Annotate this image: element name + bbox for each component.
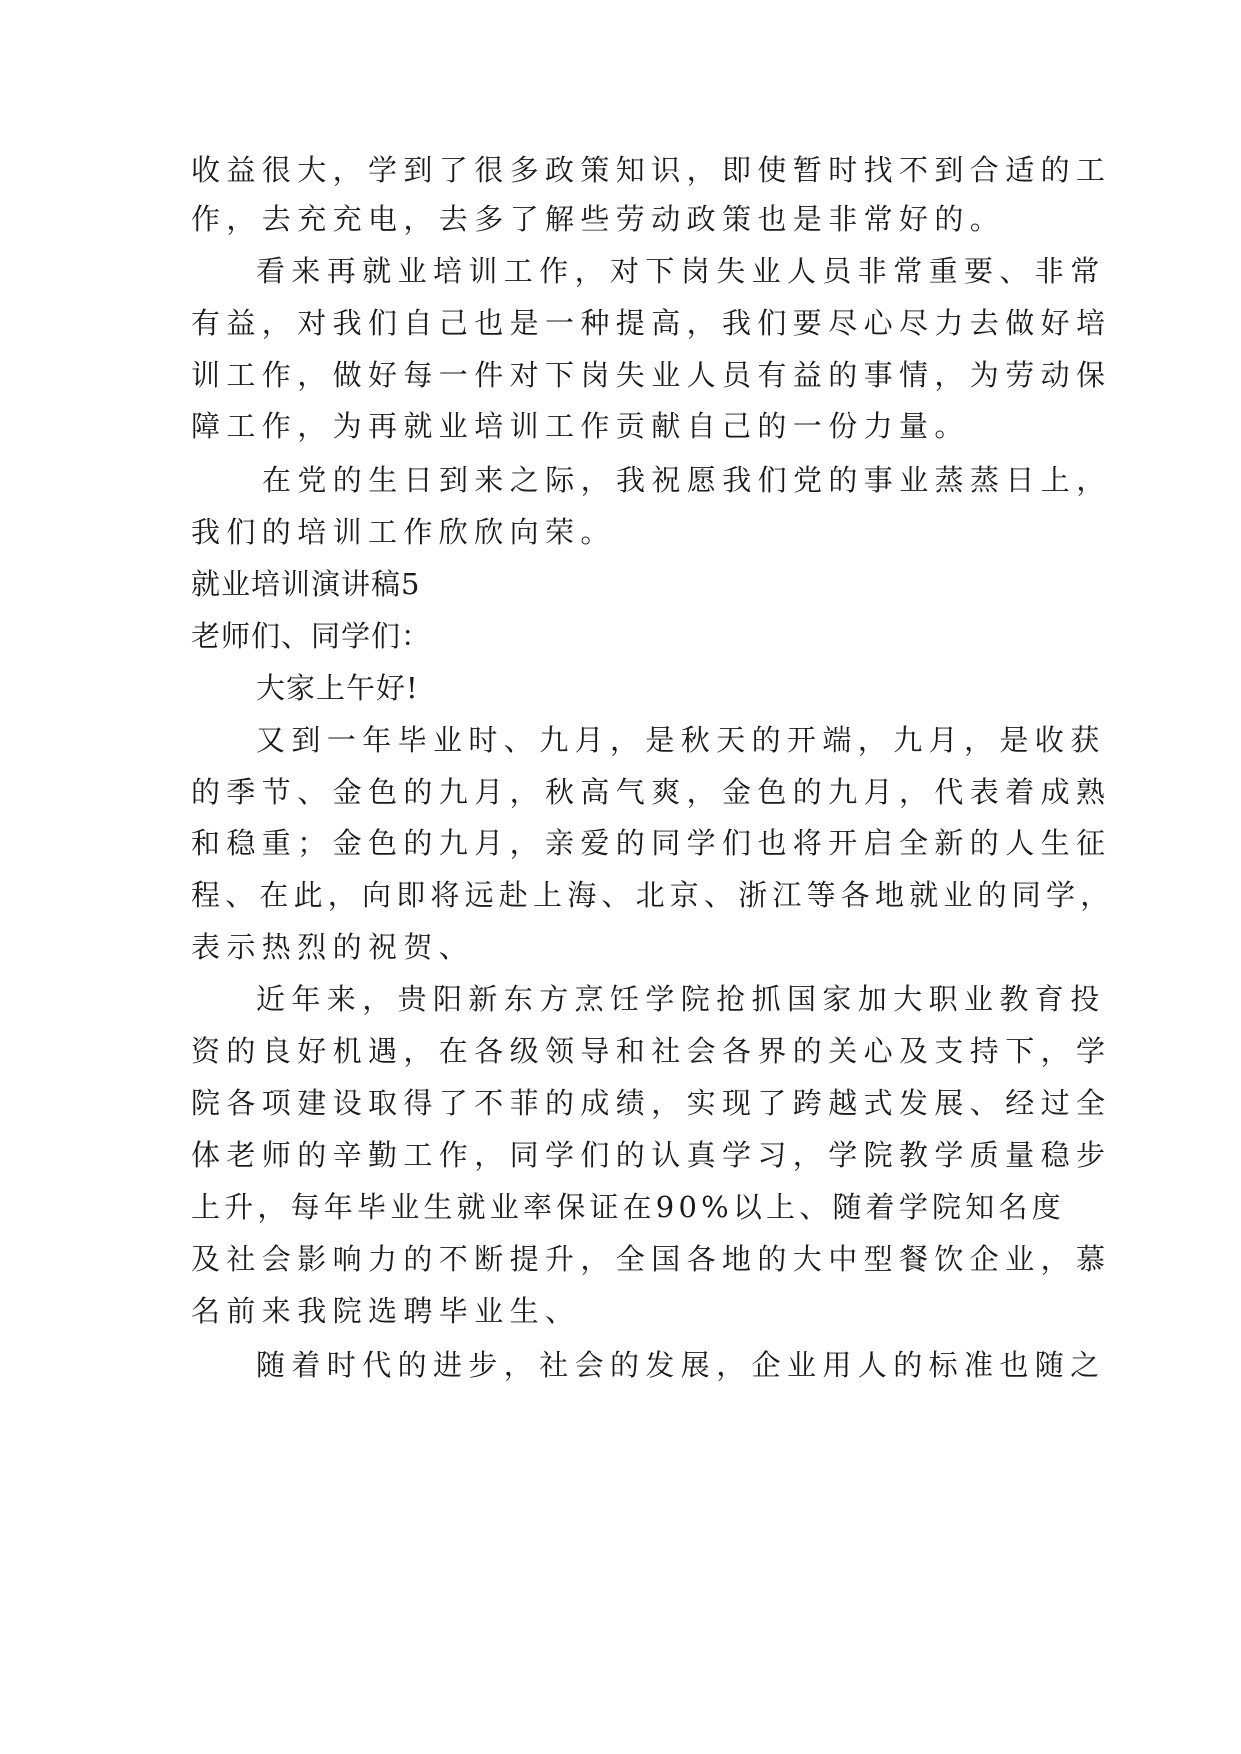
text-line: 看来再就业培训工作，对下岗失业人员非常重要、非常 [256, 254, 1106, 288]
text-line: 程、在此，向即将远赴上海、北京、浙江等各地就业的同学， [191, 878, 1115, 912]
text-line: 近年来，贵阳新东方烹饪学院抢抓国家加大职业教育投 [256, 982, 1106, 1016]
text-line: 训工作，做好每一件对下岗失业人员有益的事情，为劳动保 [191, 358, 1112, 392]
text-line: 障工作，为再就业培训工作贡献自己的一份力量。 [191, 409, 970, 443]
greeting: 大家上午好! [256, 671, 419, 705]
section-title: 就业培训演讲稿5 [191, 567, 421, 601]
text-line: 和稳重；金色的九月，亲爱的同学们也将开启全新的人生征 [191, 826, 1112, 860]
text-line: 收益很大，学到了很多政策知识，即使暂时找不到合适的工 [191, 153, 1112, 187]
text-line: 体老师的辛勤工作，同学们的认真学习，学院教学质量稳步 [191, 1138, 1112, 1172]
text-line: 名前来我院选聘毕业生、 [191, 1294, 581, 1328]
text-line: 有益，对我们自己也是一种提高，我们要尽心尽力去做好培 [191, 306, 1112, 340]
salutation: 老师们、同学们： [191, 619, 432, 653]
text-line: 表示热烈的祝贺、 [191, 930, 475, 964]
text-line: 上升，每年毕业生就业率保证在90%以上、随着学院知名度 [191, 1190, 1065, 1224]
text-line: 我们的培训工作欣欣向荣。 [191, 515, 616, 549]
text-line: 及社会影响力的不断提升，全国各地的大中型餐饮企业，慕 [191, 1242, 1112, 1276]
text-line: 资的良好机遇，在各级领导和社会各界的关心及支持下，学 [191, 1034, 1112, 1068]
text-line: 院各项建设取得了不菲的成绩，实现了跨越式发展、经过全 [191, 1086, 1112, 1120]
text-line: 随着时代的进步，社会的发展，企业用人的标准也随之 [256, 1348, 1106, 1382]
text-line: 又到一年毕业时、九月，是秋天的开端，九月，是收获 [256, 723, 1106, 757]
text-line: 作，去充充电，去多了解些劳动政策也是非常好的。 [191, 202, 1006, 236]
text-line: 的季节、金色的九月，秋高气爽，金色的九月，代表着成熟 [191, 775, 1112, 809]
text-line: 在党的生日到来之际，我祝愿我们党的事业蒸蒸日上， [262, 463, 1112, 497]
